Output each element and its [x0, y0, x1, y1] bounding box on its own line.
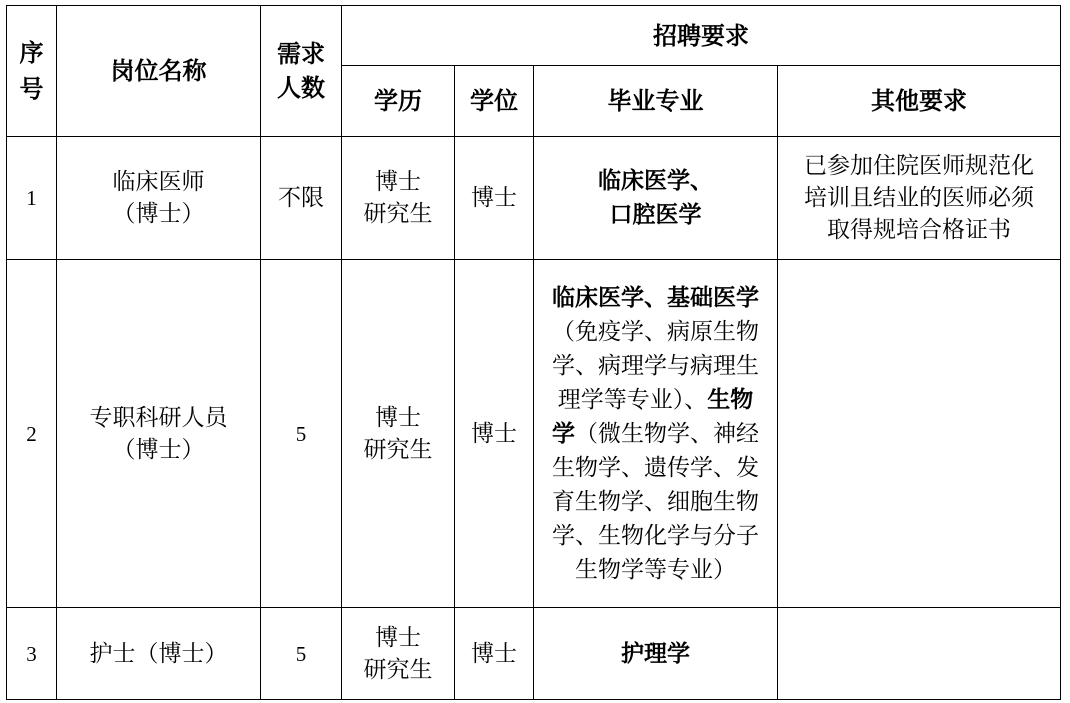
major-segment: 生物学等专业）: [575, 556, 736, 583]
major-segment: 学、病理学与病理生: [552, 352, 759, 379]
row-education-line: 研究生: [363, 436, 433, 463]
major-line: [552, 553, 759, 587]
major-segment: 护理学: [621, 639, 690, 667]
row-other: [778, 608, 1061, 700]
row-major: [534, 137, 778, 260]
row-position-line: （博士）: [112, 436, 205, 463]
row-position-line: 临床医师: [112, 169, 205, 195]
row-education-line: 博士: [375, 624, 421, 651]
major-line: [552, 519, 759, 553]
row-degree: 博士: [455, 137, 534, 260]
major-line: [621, 637, 690, 671]
major-segment: 育生物学、细胞生物: [552, 488, 759, 515]
major-segment: 生物: [707, 385, 754, 413]
header-seq-text: 序号: [19, 38, 44, 103]
table-row: [7, 137, 1061, 260]
row-position-line: 护士（博士）: [89, 640, 228, 667]
row-headcount: 5: [261, 608, 342, 700]
header-other: 其他要求: [778, 66, 1061, 137]
major-line: [552, 451, 759, 485]
row-major: [534, 260, 778, 608]
row-other-line: 培训且结业的医师必须: [804, 185, 1034, 211]
major-line: [598, 198, 713, 232]
major-line: [552, 485, 759, 519]
major-segment: （免疫学、病原生物: [552, 318, 759, 345]
row-education-line: 研究生: [363, 201, 433, 227]
row-major: [534, 608, 778, 700]
row-major-text: [552, 281, 759, 587]
row-other-line: 已参加住院医师规范化: [804, 153, 1034, 179]
major-line: [598, 164, 713, 198]
row-seq: 2: [7, 260, 57, 608]
row-position: [57, 137, 261, 260]
row-education: [342, 608, 455, 700]
row-education: [342, 260, 455, 608]
row-other-line: 取得规培合格证书: [827, 217, 1011, 243]
row-major-text: [621, 637, 690, 671]
major-line: [552, 417, 759, 451]
table-row: [7, 260, 1061, 608]
row-other: [778, 137, 1061, 260]
row-position: [57, 260, 261, 608]
major-segment: 生物学、遗传学、发: [552, 454, 759, 481]
recruitment-table: [6, 5, 1061, 700]
row-education-line: 博士: [375, 404, 421, 431]
row-headcount: 不限: [261, 137, 342, 260]
major-segment: 理学等专业）、: [557, 386, 708, 413]
header-headcount: [261, 6, 342, 137]
row-headcount: 5: [261, 260, 342, 608]
row-major-text: [598, 164, 713, 232]
major-line: [552, 315, 759, 349]
major-segment: 学、生物化学与分子: [552, 522, 759, 549]
major-segment: 口腔医学: [609, 201, 702, 228]
row-position: [57, 608, 261, 700]
row-seq: 1: [7, 137, 57, 260]
row-position-line: 专职科研人员: [89, 404, 228, 431]
row-position-line: （博士）: [112, 201, 205, 227]
table-row: [7, 608, 1061, 700]
row-education-line: 博士: [375, 169, 421, 195]
header-degree: 学位: [455, 66, 534, 137]
row-education: [342, 137, 455, 260]
row-education-line: 研究生: [363, 656, 433, 683]
major-line: [552, 383, 759, 417]
major-segment: 学: [552, 419, 575, 447]
major-segment: 临床医学、基础医学: [552, 283, 759, 311]
header-headcount-text: 需求人数: [277, 39, 325, 102]
row-seq: 3: [7, 608, 57, 700]
header-education: 学历: [342, 66, 455, 137]
row-degree: 博士: [455, 260, 534, 608]
major-segment: （微生物学、神经: [575, 420, 759, 447]
header-position-name: 岗位名称: [57, 6, 261, 137]
major-line: [552, 349, 759, 383]
major-segment: 临床医学、: [598, 167, 713, 194]
header-major: 毕业专业: [534, 66, 778, 137]
header-requirements: 招聘要求: [342, 6, 1061, 66]
header-seq: [7, 6, 57, 137]
row-degree: 博士: [455, 608, 534, 700]
major-line: [552, 281, 759, 315]
row-other: [778, 260, 1061, 608]
